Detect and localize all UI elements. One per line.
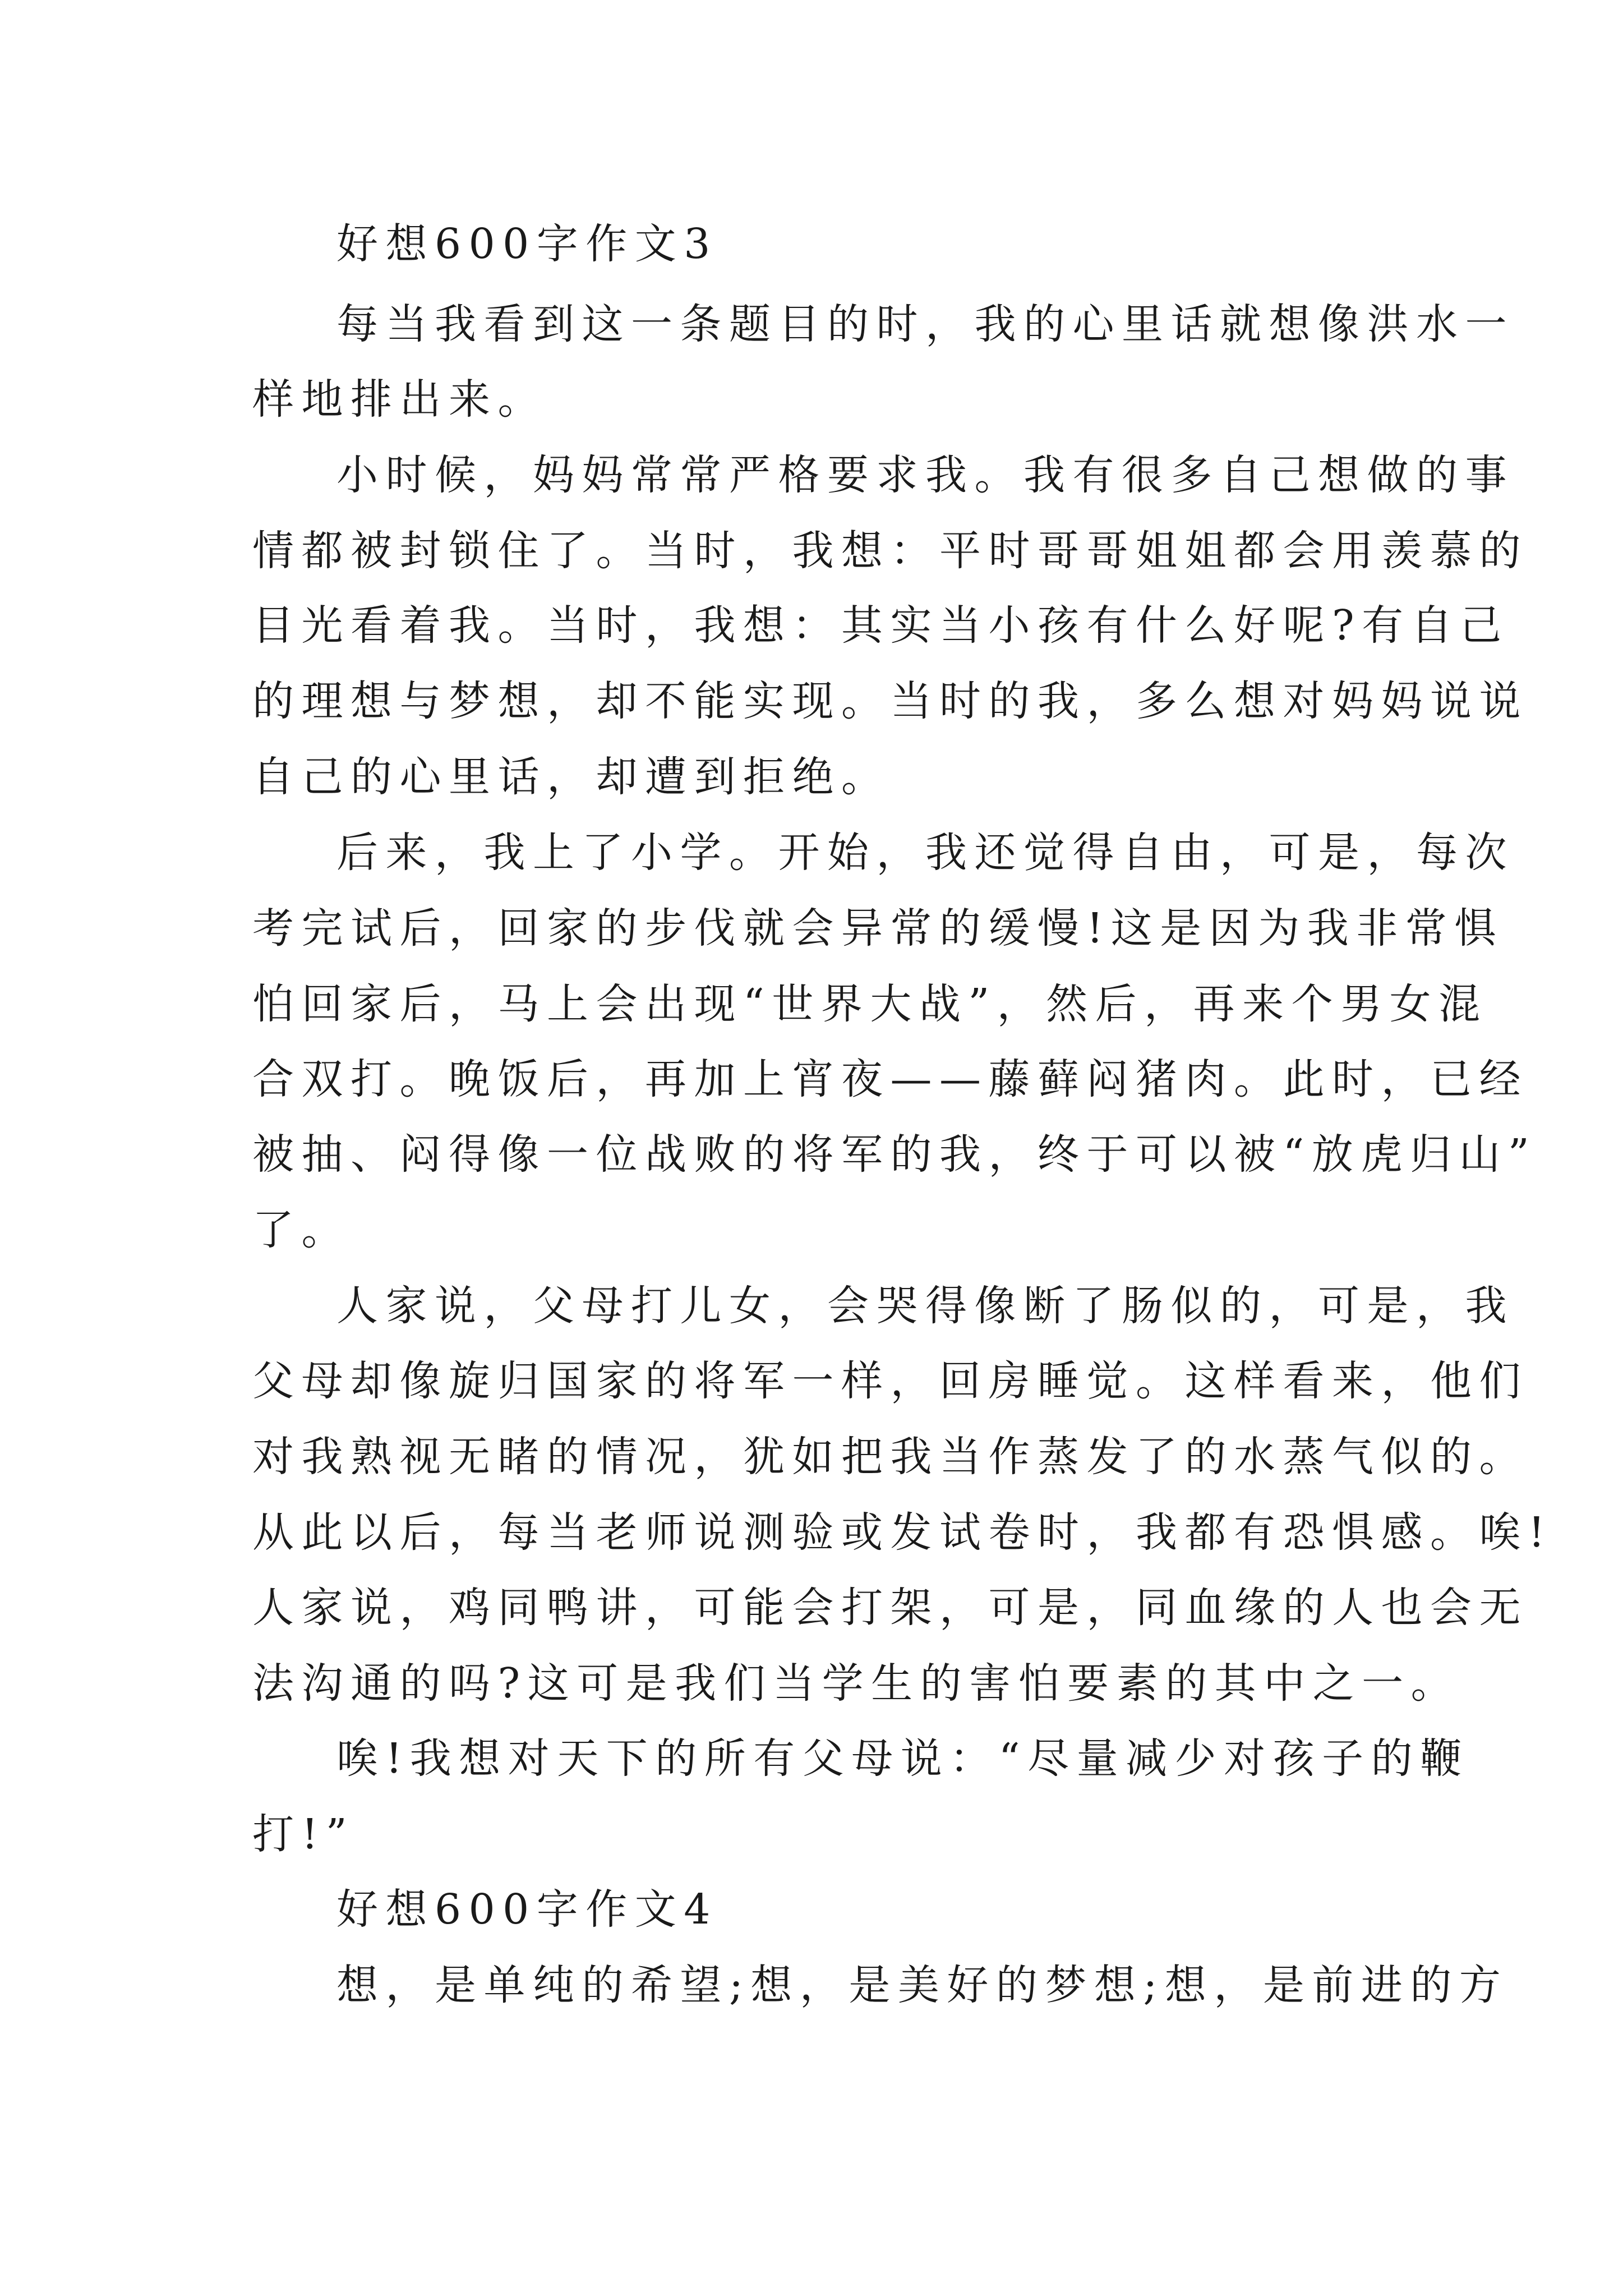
paragraph-line: 的理想与梦想，却不能实现。当时的我，多么想对妈妈说说 <box>252 677 1528 725</box>
paragraph-line: 打!” <box>252 1810 355 1858</box>
paragraph-line: 法沟通的吗?这可是我们当学生的害怕要素的其中之一。 <box>252 1659 1460 1708</box>
paragraph-line: 合双打。晚饭后，再加上宵夜——藤藓闷猪肉。此时，已经 <box>252 1055 1528 1103</box>
paragraph-line: 唉!我想对天下的所有父母说：“尽量减少对孩子的鞭 <box>336 1734 1469 1783</box>
paragraph-line: 想，是单纯的希望;想，是美好的梦想;想，是前进的方 <box>336 1961 1509 2009</box>
paragraph-line: 怕回家后，马上会出现“世界大战”，然后，再来个男女混 <box>252 980 1488 1028</box>
paragraph-line: 父母却像旋归国家的将军一样，回房睡觉。这样看来，他们 <box>252 1357 1528 1405</box>
paragraph-line: 小时候，妈妈常常严格要求我。我有很多自己想做的事 <box>336 451 1514 499</box>
paragraph-line: 后来，我上了小学。开始，我还觉得自由，可是，每次 <box>336 829 1514 877</box>
section-title: 好想600字作文3 <box>336 220 718 268</box>
paragraph-line: 被抽、闷得像一位战败的将军的我，终于可以被“放虎归山” <box>252 1130 1537 1179</box>
paragraph-line: 自己的心里话，却遭到拒绝。 <box>252 753 891 801</box>
paragraph-line: 了。 <box>252 1206 351 1254</box>
paragraph-line: 从此以后，每当老师说测验或发试卷时，我都有恐惧感。唉! <box>252 1508 1553 1557</box>
paragraph-line: 目光看着我。当时，我想：其实当小孩有什么好呢?有自己 <box>252 601 1509 650</box>
paragraph-line: 情都被封锁住了。当时，我想：平时哥哥姐姐都会用羡慕的 <box>252 527 1528 575</box>
paragraph-line: 每当我看到这一条题目的时，我的心里话就想像洪水一 <box>336 300 1514 348</box>
paragraph-line: 人家说，父母打儿女，会哭得像断了肠似的，可是，我 <box>336 1282 1514 1330</box>
section-title: 好想600字作文4 <box>336 1885 718 1934</box>
paragraph-line: 人家说，鸡同鸭讲，可能会打架，可是，同血缘的人也会无 <box>252 1584 1528 1632</box>
paragraph-line: 对我熟视无睹的情况，犹如把我当作蒸发了的水蒸气似的。 <box>252 1433 1528 1481</box>
paragraph-line: 样地排出来。 <box>252 375 547 424</box>
paragraph-line: 考完试后，回家的步伐就会异常的缓慢!这是因为我非常惧 <box>252 904 1504 953</box>
